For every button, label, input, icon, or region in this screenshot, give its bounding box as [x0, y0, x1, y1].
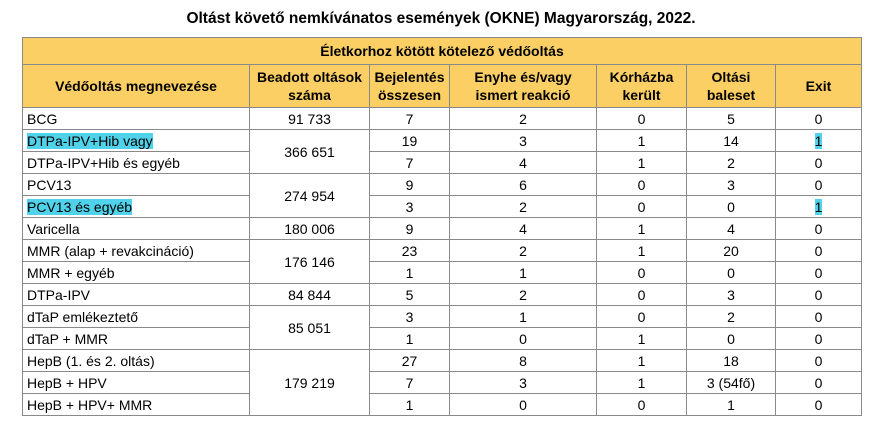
- table-row: [23, 196, 862, 218]
- reports-cell: 3: [370, 196, 450, 218]
- doses-cell: 85 051: [250, 306, 370, 350]
- accident-cell: 20: [687, 240, 776, 262]
- table-row: [23, 240, 862, 262]
- doses-cell: 366 651: [250, 130, 370, 174]
- accident-cell: 4: [687, 218, 776, 240]
- doses-cell: 176 146: [250, 240, 370, 284]
- exit-cell: 0: [776, 350, 862, 372]
- header-enyhe: Enyhe és/vagy ismert reakció: [450, 65, 597, 108]
- hospital-cell: 1: [597, 350, 687, 372]
- vaccine-name: HepB + HPV: [23, 372, 250, 394]
- reports-cell: 3: [370, 306, 450, 328]
- exit-cell: 0: [776, 306, 862, 328]
- reports-cell: 9: [370, 218, 450, 240]
- table-row: [23, 284, 862, 306]
- table-row: [23, 350, 862, 372]
- exit-cell: 0: [776, 394, 862, 416]
- category-band: Életkorhoz kötött kötelező védőoltás: [23, 38, 862, 65]
- accident-cell: 0: [687, 196, 776, 218]
- hospital-cell: 1: [597, 218, 687, 240]
- exit-cell: 0: [776, 262, 862, 284]
- vaccine-name: dTaP + MMR: [23, 328, 250, 350]
- hospital-cell: 0: [597, 174, 687, 196]
- exit-cell: 0: [776, 372, 862, 394]
- exit-cell: 0: [776, 218, 862, 240]
- accident-cell: 14: [687, 130, 776, 152]
- hospital-cell: 0: [597, 196, 687, 218]
- mild-cell: 3: [450, 372, 597, 394]
- header-korhaz: Kórházba került: [597, 65, 687, 108]
- vaccine-name: BCG: [23, 108, 250, 130]
- vaccine-name: HepB (1. és 2. oltás): [23, 350, 250, 372]
- table-row: [23, 152, 862, 174]
- header-exit: Exit: [776, 65, 862, 108]
- header-vedooltas: Védőoltás megnevezése: [23, 65, 250, 108]
- reports-cell: 1: [370, 262, 450, 284]
- header-bejelentes: Bejelentés összesen: [370, 65, 450, 108]
- reports-cell: 7: [370, 152, 450, 174]
- vaccine-name-highlighted: PCV13 és egyéb: [27, 198, 133, 215]
- mild-cell: 2: [450, 284, 597, 306]
- accident-cell: 5: [687, 108, 776, 130]
- vaccine-name: MMR (alap + revakcináció): [23, 240, 250, 262]
- reports-cell: 7: [370, 372, 450, 394]
- hospital-cell: 1: [597, 328, 687, 350]
- header-baleset: Oltási baleset: [687, 65, 776, 108]
- exit-cell: 0: [776, 152, 862, 174]
- doses-cell: 91 733: [250, 108, 370, 130]
- doses-cell: 274 954: [250, 174, 370, 218]
- vaccine-name: MMR + egyéb: [23, 262, 250, 284]
- reports-cell: 7: [370, 108, 450, 130]
- doses-cell: 84 844: [250, 284, 370, 306]
- accident-cell: 0: [687, 262, 776, 284]
- mild-cell: 1: [450, 306, 597, 328]
- mild-cell: 8: [450, 350, 597, 372]
- reports-cell: 1: [370, 328, 450, 350]
- hospital-cell: 0: [597, 108, 687, 130]
- accident-cell: 0: [687, 328, 776, 350]
- hospital-cell: 1: [597, 372, 687, 394]
- reports-cell: 9: [370, 174, 450, 196]
- vaccine-name: Varicella: [23, 218, 250, 240]
- okne-table: [22, 37, 862, 416]
- exit-cell: 0: [776, 174, 862, 196]
- table-row: [23, 394, 862, 416]
- hospital-cell: 0: [597, 306, 687, 328]
- vaccine-name: dTaP emlékeztető: [23, 306, 250, 328]
- hospital-cell: 1: [597, 130, 687, 152]
- exit-cell-highlighted: 1: [814, 132, 823, 149]
- exit-cell: 0: [776, 240, 862, 262]
- mild-cell: 0: [450, 394, 597, 416]
- doses-cell: 180 006: [250, 218, 370, 240]
- accident-cell: 3: [687, 284, 776, 306]
- exit-cell: 0: [776, 284, 862, 306]
- table-title: Oltást követő nemkívánatos események (OKNE) Magyarország, 2022.: [186, 10, 696, 27]
- table-row: [23, 174, 862, 196]
- hospital-cell: 1: [597, 152, 687, 174]
- table-row: [23, 218, 862, 240]
- mild-cell: 0: [450, 328, 597, 350]
- accident-cell: 1: [687, 394, 776, 416]
- table-row: [23, 262, 862, 284]
- mild-cell: 1: [450, 262, 597, 284]
- table-row: [23, 306, 862, 328]
- accident-cell: 2: [687, 152, 776, 174]
- mild-cell: 6: [450, 174, 597, 196]
- accident-cell: 3: [687, 174, 776, 196]
- mild-cell: 2: [450, 108, 597, 130]
- mild-cell: 3: [450, 130, 597, 152]
- hospital-cell: 1: [597, 240, 687, 262]
- exit-cell: 0: [776, 328, 862, 350]
- doses-cell: 179 219: [250, 350, 370, 416]
- accident-cell: 3 (54fő): [687, 372, 776, 394]
- mild-cell: 2: [450, 240, 597, 262]
- hospital-cell: 0: [597, 262, 687, 284]
- reports-cell: 19: [370, 130, 450, 152]
- hospital-cell: 0: [597, 284, 687, 306]
- mild-cell: 2: [450, 196, 597, 218]
- exit-cell-highlighted: 1: [814, 198, 823, 215]
- vaccine-name: PCV13: [23, 174, 250, 196]
- header-beadott: Beadott oltások száma: [250, 65, 370, 108]
- vaccine-name: DTPa-IPV: [23, 284, 250, 306]
- table-row: [23, 130, 862, 152]
- table-row: [23, 108, 862, 130]
- mild-cell: 4: [450, 152, 597, 174]
- reports-cell: 1: [370, 394, 450, 416]
- exit-cell: 0: [776, 108, 862, 130]
- accident-cell: 2: [687, 306, 776, 328]
- table-row: [23, 372, 862, 394]
- reports-cell: 27: [370, 350, 450, 372]
- accident-cell: 18: [687, 350, 776, 372]
- mild-cell: 4: [450, 218, 597, 240]
- reports-cell: 23: [370, 240, 450, 262]
- vaccine-name-highlighted: DTPa-IPV+Hib vagy: [27, 132, 153, 149]
- vaccine-name: HepB + HPV+ MMR: [23, 394, 250, 416]
- vaccine-name: DTPa-IPV+Hib és egyéb: [23, 152, 250, 174]
- reports-cell: 5: [370, 284, 450, 306]
- hospital-cell: 0: [597, 394, 687, 416]
- table-row: [23, 328, 862, 350]
